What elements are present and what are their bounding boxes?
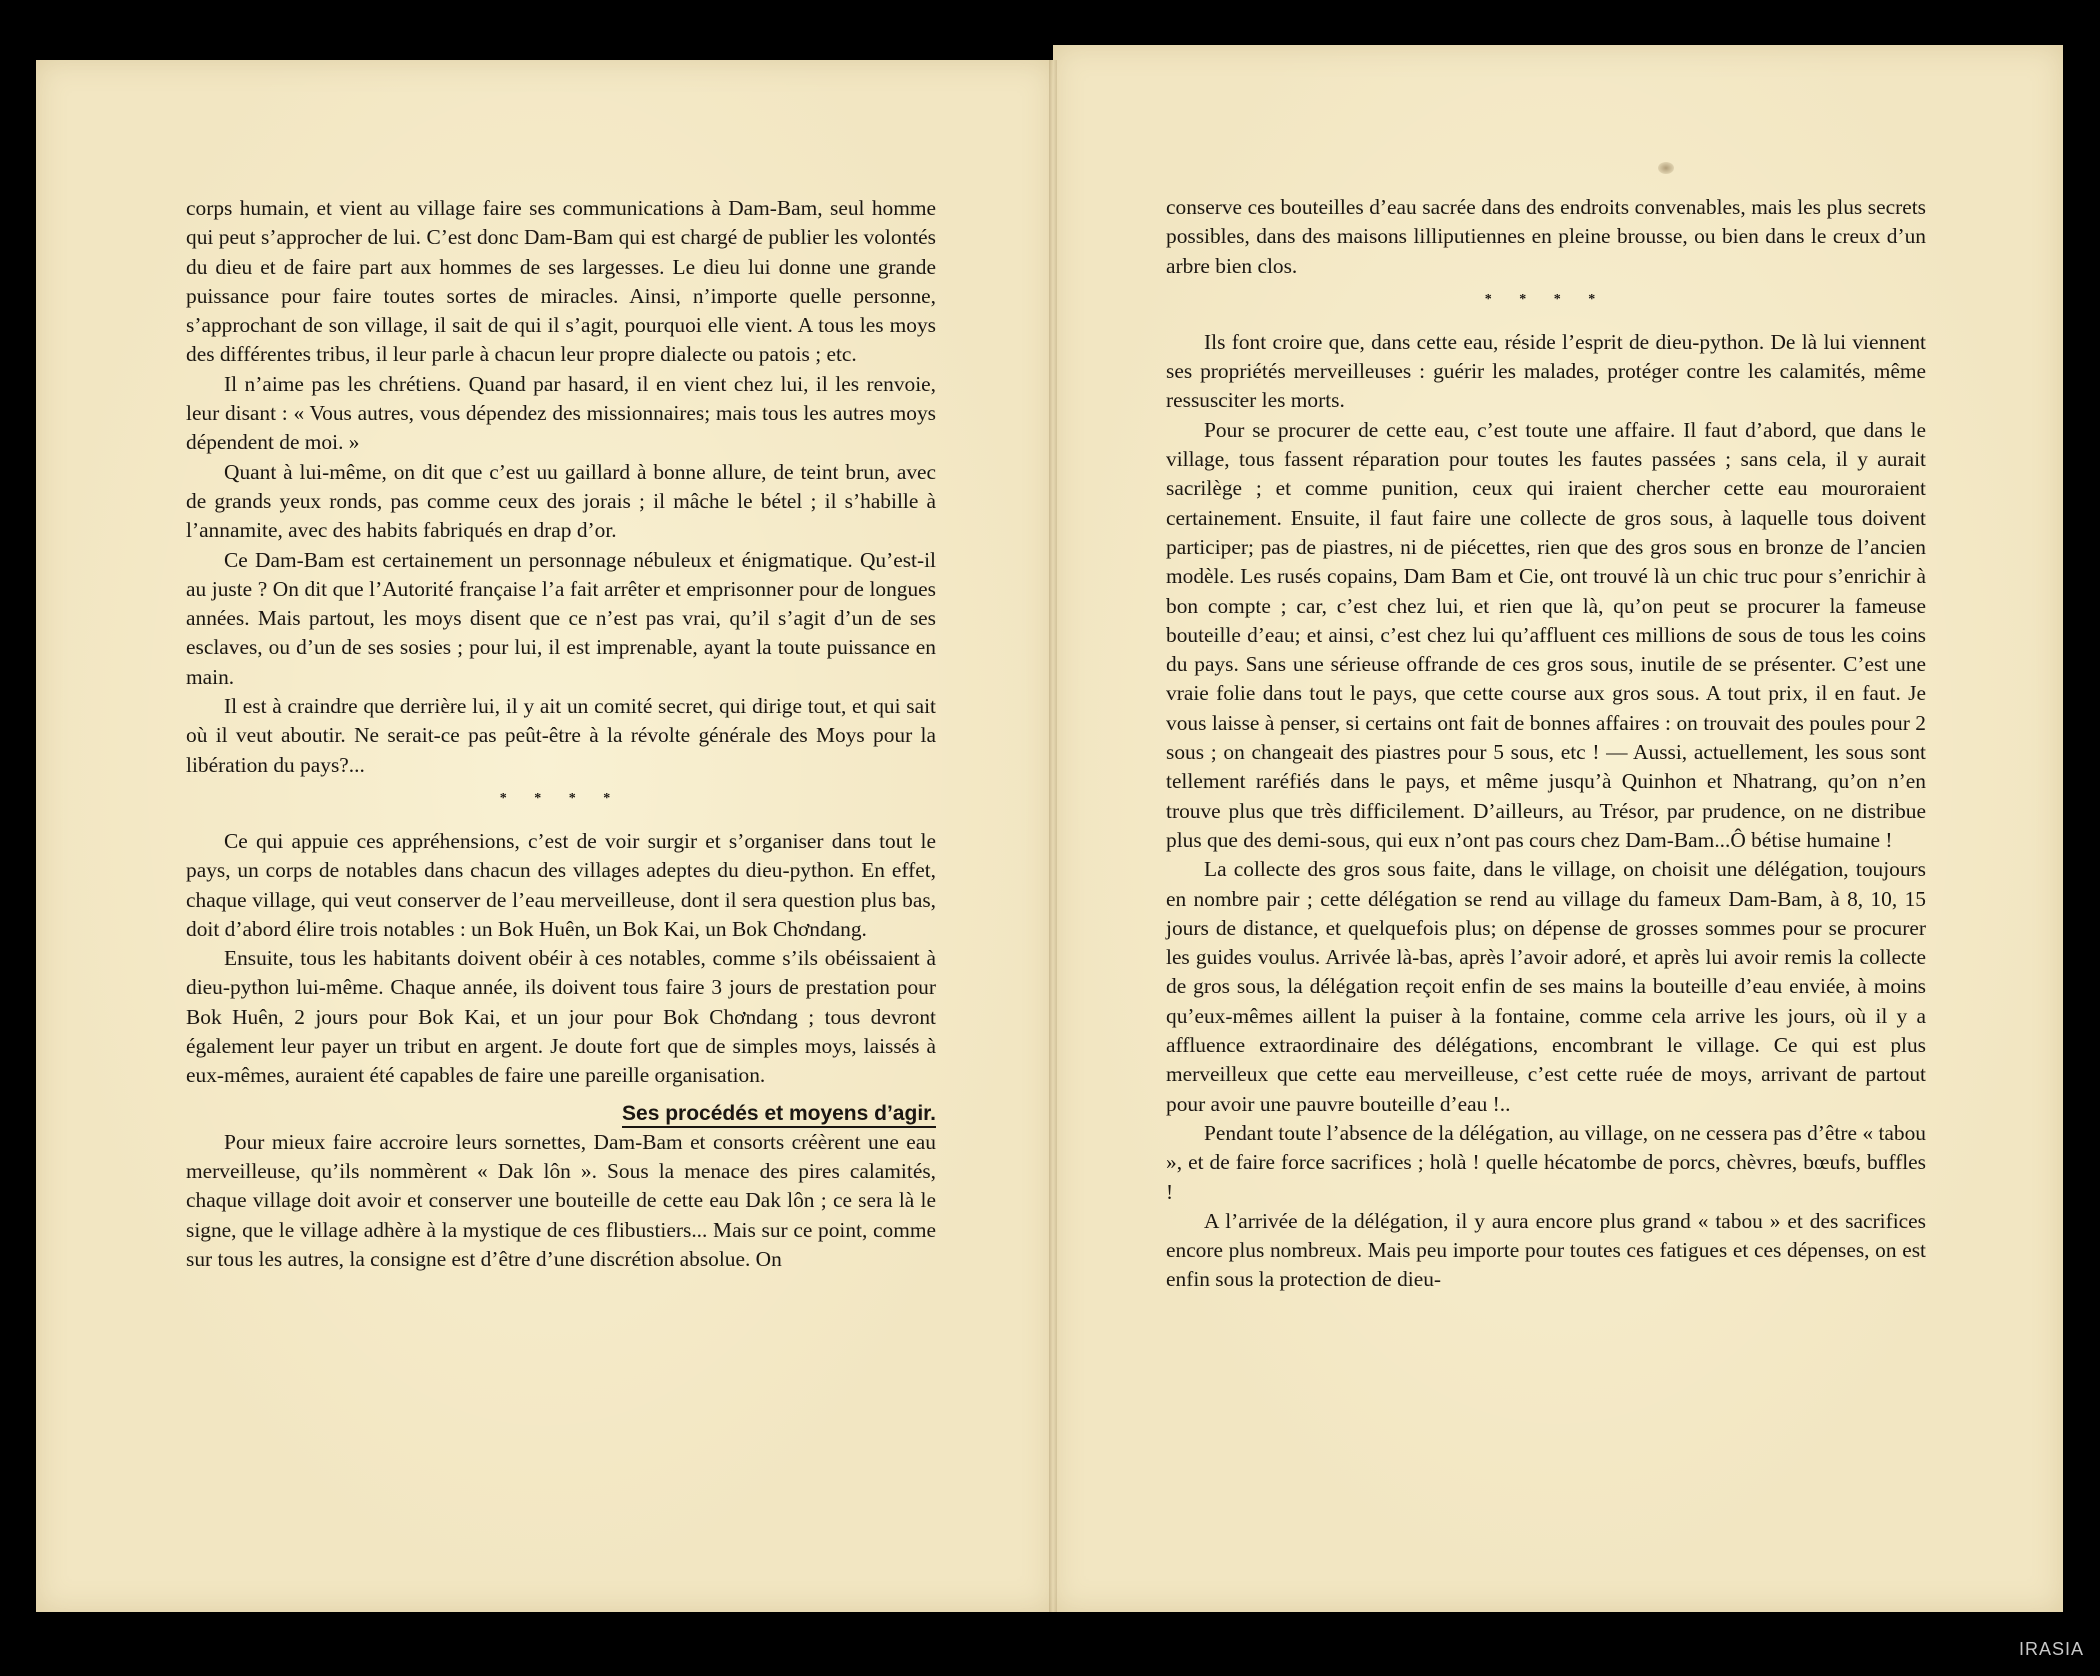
paragraph: Il n’aime pas les chrétiens. Quand par hasard, il en vient chez lui, il les renvoie, leur disant : « Vous autres, vous dépendez des missionnaires; mais tous les autres moys dépendent de moi. » bbox=[186, 371, 936, 455]
page-fold bbox=[1049, 60, 1057, 1612]
paragraph: Pour mieux faire accroire leurs sornettes, Dam-Bam et consorts créèrent une eau merveilleuse, qu’ils nommèrent « Dak lôn ». Sous la menace des pires calamités, chaque village doit avoir et conserver une bouteille de cette eau Dak lôn ; ce sera là le signe, que le village adhère à la mystique de ces flibustiers... Mais sur ce point, comme sur tous les autres, la consigne est d’être d’une discrétion absolue. On bbox=[186, 1129, 936, 1271]
section-separator: * * * * bbox=[1484, 291, 1608, 307]
section-separator: * * * * bbox=[499, 790, 623, 806]
paragraph: Ce Dam-Bam est certainement un personnage nébuleux et énigmatique. Qu’est-il au juste ? On dit que l’Autorité française l’a fait arrêter et emprisonner pour de longues années. Mais partout, les moys disent que ce n’est pas vrai, qu’il s’agit d’un de ses esclaves, ou d’un de ses sosies ; pour lui, il est imprenable, ayant la toute puissance en main. bbox=[186, 547, 936, 689]
left-page-text bbox=[186, 194, 936, 1274]
watermark: IRASIA bbox=[2018, 1639, 2084, 1659]
paragraph: La collecte des gros sous faite, dans le village, on choisit une délégation, toujours en nombre pair ; cette délégation se rend au village du fameux Dam-Bam, à 8, 10, 15 jours de distance, et quelquefois plus; on dépense de grosses sommes pour se procurer les guides voulus. Arrivée là-bas, après l’avoir adoré, et après lui avoir remis la collecte de gros sous, la délégation reçoit enfin de ses mains la bouteille d’eau enviée, à moins qu’eux-mêmes aillent la puiser à la fontaine, comme cela arrive les jours, où il y a affluence extraordinaire des délégations, encombrant le village. Ce qui est plus merveilleux que cette eau merveilleuse, c’est cette ruée de moys, arrivant de partout pour avoir une pauvre bouteille d’eau !.. bbox=[1166, 857, 1926, 1116]
paragraph: Ils font croire que, dans cette eau, réside l’esprit de dieu-python. De là lui viennent ses propriétés merveilleuses : guérir les malades, protéger contre les calamités, même ressusciter les morts. bbox=[1166, 329, 1926, 413]
section-heading-text: Ses procédés et moyens d’agir. bbox=[622, 1102, 936, 1128]
paragraph: Pendant toute l’absence de la délégation, au village, on ne cessera pas d’être « tabou », et de faire force sacrifices ; holà ! quelle hécatombe de porcs, chèvres, bœufs, buffles ! bbox=[1166, 1120, 1926, 1204]
paragraph: Pour se procurer de cette eau, c’est toute une affaire. Il faut d’abord, que dans le village, tous fassent réparation pour toutes les fautes passées ; sans cela, il y aurait sacrilège ; et comme punition, ceux qui iraient chercher cette eau mouroraient certainement. Ensuite, il faut faire une collecte de gros sous, à laquelle tous doivent participer; pas de piastres, ni de piécettes, rien que des gros sous en bronze de l’ancien modèle. Les rusés copains, Dam Bam et Cie, ont trouvé là un chic truc pour s’enrichir à bon compte ; car, c’est chez lui, et rien que là, qu’on peut se procurer la fameuse bouteille d’eau; et ainsi, c’est chez lui qu’affluent ces millions de sous de tous les coins du pays. Sans une sérieuse offrande de ces gros sous, inutile de se présenter. C’est une vraie folie dans tout le pays, que cette course aux gros sous. A tout prix, il en faut. Je vous laisse à penser, si certains ont fait de bonnes affaires : on trouvait des poules pour 2 sous ; on changeait des piastres pour 5 sous, etc ! — Aussi, actuellement, les sous sont tellement raréfiés dans le pays, et même jusqu’à Quinhon et Nhatrang, qu’on n’en trouve plus que très difficilement. D’ailleurs, au Trésor, par prudence, on ne distribue plus que des demi-sous, qui eux n’ont pas cours chez Dam-Bam...Ô bétise humaine ! bbox=[1166, 417, 1926, 852]
paragraph: Il est à craindre que derrière lui, il y ait un comité secret, qui dirige tout, et qui sait où il veut aboutir. Ne serait-ce pas peût-être à la révolte générale des Moys pour la libération du pays?... bbox=[186, 694, 936, 777]
paragraph: A l’arrivée de la délégation, il y aura encore plus grand « tabou » et des sacrifices encore plus nombreux. Mais peu importe pour toutes ces fatigues et ces dépenses, on est enfin sous la protection de dieu- bbox=[1166, 1208, 1926, 1292]
paragraph: Ensuite, tous les habitants doivent obéir à ces notables, comme s’ils obéissaient à dieu-python lui-même. Chaque année, ils doivent tous faire 3 jours de prestation pour Bok Huên, 2 jours pour Bok Kai, et un jour pour Bok Chơndang ; tous devront également leur payer un tribut en argent. Je doute fort que de simples moys, laissés à eux-mêmes, auraient été capables de faire une pareille organisation. bbox=[186, 946, 936, 1088]
paragraph: Quant à lui-même, on dit que c’est uu gaillard à bonne allure, de teint brun, avec de grands yeux ronds, pas comme ceux des jorais ; il mâche le bétel ; il s’habille à l’annamite, avec des habits fabriqués en drap d’or. bbox=[186, 459, 936, 543]
section-heading bbox=[186, 1099, 936, 1128]
paragraph: Ce qui appuie ces appréhensions, c’est de voir surgir et s’organiser dans tout le pays, un corps de notables dans chacun des villages adeptes du dieu-python. En effet, chaque village, qui veut conserver de l’eau merveilleuse, dont il sera question plus bas, doit d’abord élire trois notables : un Bok Huên, un Bok Kai, un Bok Chơndang. bbox=[186, 828, 936, 941]
paragraph: conserve ces bouteilles d’eau sacrée dans des endroits convenables, mais les plus secrets possibles, dans des maisons lilliputiennes en pleine brousse, ou bien dans le creux d’un arbre bien clos. bbox=[1166, 195, 1926, 278]
paragraph: corps humain, et vient au village faire ses communications à Dam-Bam, seul homme qui peut s’approcher de lui. C’est donc Dam-Bam qui est chargé de publier les volontés du dieu et de faire part aux hommes de ses largesses. Le dieu lui donne une grande puissance pour faire toutes sortes de miracles. Ainsi, n’importe quelle personne, s’approchant de son village, il sait de qui il s’agit, pourquoi elle vient. A tous les moys des différentes tribus, il leur parle à chacun leur propre dialecte ou patois ; etc. bbox=[186, 196, 936, 367]
paper-stain bbox=[1658, 162, 1674, 174]
right-page-text bbox=[1166, 193, 1926, 1295]
